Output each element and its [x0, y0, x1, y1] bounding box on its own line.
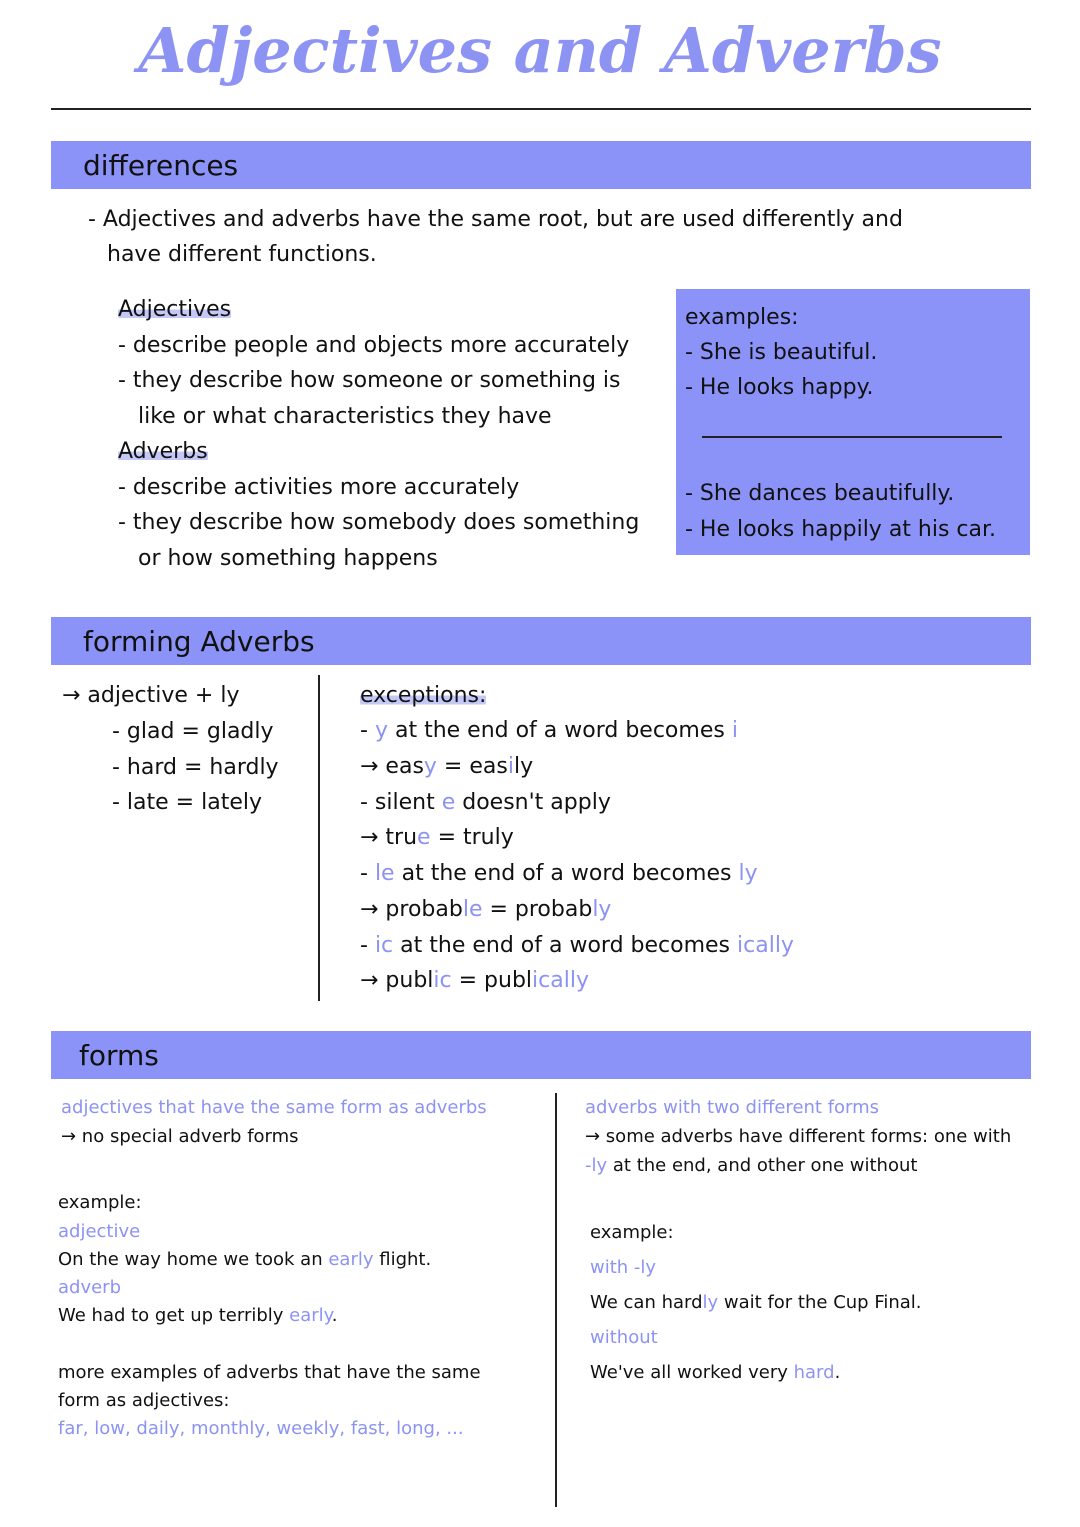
text-segment: . — [331, 1305, 338, 1326]
text-segment: = probab — [482, 897, 593, 922]
adjectives-heading: Adjectives — [118, 297, 232, 322]
without-sentence — [590, 1362, 840, 1383]
left-example-label: example: — [58, 1192, 142, 1213]
page-title: Adjectives and Adverbs — [138, 14, 942, 87]
rule-example: - late = lately — [112, 790, 262, 815]
forms-column-divider — [555, 1093, 557, 1507]
exception-line — [360, 861, 758, 886]
examples-divider — [702, 436, 1002, 438]
text-segment: → tru — [360, 825, 418, 850]
exception-line — [360, 897, 611, 922]
forming-heading: forming Adverbs — [83, 625, 315, 658]
example-sentence: - He looks happily at his car. — [685, 517, 997, 542]
forming-header — [51, 617, 1031, 665]
text-segment: at the end of a word becomes — [387, 718, 732, 743]
exception-line — [360, 790, 611, 815]
accent-text: ly — [738, 861, 758, 886]
adjectives-line: like or what characteristics they have — [138, 404, 552, 429]
text-segment: = eas — [436, 754, 508, 779]
accent-text: hard — [793, 1362, 835, 1383]
text-segment: flight. — [373, 1249, 432, 1270]
text-segment: wait for the Cup Final. — [718, 1292, 922, 1313]
adjectives-line: - they describe how someone or something is — [118, 368, 621, 393]
two-forms-subheading: adverbs with two different forms — [585, 1097, 880, 1118]
right-example-label: example: — [590, 1222, 674, 1243]
without-label: without — [590, 1327, 658, 1348]
text-segment: at the end of a word becomes — [394, 861, 739, 886]
accent-text: -ly — [585, 1155, 608, 1176]
differences-intro-line2: have different functions. — [107, 242, 377, 267]
differences-header — [51, 141, 1031, 189]
rule-example: - hard = hardly — [112, 755, 279, 780]
accent-text: le — [462, 897, 483, 922]
adjective-label: adjective — [58, 1221, 141, 1242]
same-form-note: → no special adverb forms — [61, 1126, 299, 1147]
differences-intro-line1: - Adjectives and adverbs have the same root, but are used differently and — [88, 207, 903, 232]
accent-text: e — [417, 825, 431, 850]
exception-line — [360, 968, 589, 993]
accent-text: le — [374, 861, 395, 886]
adverbs-heading: Adverbs — [118, 439, 208, 464]
text-segment: We had to get up terribly — [58, 1305, 290, 1326]
exception-line — [360, 825, 514, 850]
adverb-label: adverb — [58, 1277, 122, 1298]
text-segment: On the way home we took an — [58, 1249, 329, 1270]
more-examples-list: far, low, daily, monthly, weekly, fast, long, ... — [58, 1418, 464, 1439]
text-segment: We've all worked very — [590, 1362, 794, 1383]
text-segment: → probab — [360, 897, 463, 922]
text-segment: → eas — [360, 754, 424, 779]
adjective-sentence — [58, 1249, 431, 1270]
adverbs-line: - describe activities more accurately — [118, 475, 520, 500]
accent-text: early — [328, 1249, 374, 1270]
rule-example: - glad = gladly — [112, 719, 274, 744]
example-sentence: - She dances beautifully. — [685, 481, 955, 506]
with-ly-sentence — [590, 1292, 922, 1313]
accent-text: y — [423, 754, 437, 779]
more-examples-line: more examples of adverbs that have the same — [58, 1362, 481, 1383]
text-segment: - — [360, 718, 375, 743]
text-segment: . — [834, 1362, 841, 1383]
forms-header — [51, 1031, 1031, 1079]
accent-text: ly — [592, 897, 612, 922]
example-sentence: - He looks happy. — [685, 375, 874, 400]
more-examples-line: form as adjectives: — [58, 1390, 230, 1411]
adverbs-line: or how something happens — [138, 546, 438, 571]
exception-line — [360, 718, 738, 743]
forming-column-divider — [318, 675, 320, 1001]
text-segment: - silent — [360, 790, 442, 815]
same-form-subheading: adjectives that have the same form as adverbs — [61, 1097, 487, 1118]
text-segment: doesn't apply — [455, 790, 611, 815]
two-forms-note — [585, 1155, 917, 1176]
text-segment: We can hard — [590, 1292, 703, 1313]
accent-text: ly — [702, 1292, 719, 1313]
text-segment: at the end, and other one without — [607, 1155, 918, 1176]
title-divider — [51, 108, 1031, 110]
adverbs-line: - they describe how somebody does something — [118, 510, 640, 535]
accent-text: e — [441, 790, 456, 815]
accent-text: ically — [737, 933, 794, 958]
adjectives-line: - describe people and objects more accurately — [118, 333, 630, 358]
text-segment: → publ — [360, 968, 434, 993]
text-segment: ly — [513, 754, 534, 779]
differences-heading: differences — [83, 149, 239, 182]
text-segment: - — [360, 861, 375, 886]
accent-text: early — [289, 1305, 332, 1326]
text-segment: - — [360, 933, 375, 958]
accent-text: ically — [532, 968, 589, 993]
accent-text: i — [507, 754, 514, 779]
exception-line — [360, 754, 533, 779]
with-ly-label: with -ly — [590, 1257, 657, 1278]
examples-label: examples: — [685, 305, 799, 330]
example-sentence: - She is beautiful. — [685, 340, 878, 365]
text-segment: = truly — [430, 825, 514, 850]
accent-text: ic — [374, 933, 394, 958]
two-forms-note: → some adverbs have different forms: one with — [585, 1126, 1012, 1147]
adverb-sentence — [58, 1305, 338, 1326]
forms-heading: forms — [79, 1039, 159, 1072]
forming-rule: → adjective + ly — [62, 683, 240, 708]
accent-text: i — [731, 718, 738, 743]
text-segment: at the end of a word becomes — [393, 933, 738, 958]
exceptions-label: exceptions: — [360, 683, 487, 708]
exception-line — [360, 933, 794, 958]
accent-text: ic — [433, 968, 452, 993]
text-segment: = publ — [451, 968, 533, 993]
accent-text: y — [374, 718, 388, 743]
